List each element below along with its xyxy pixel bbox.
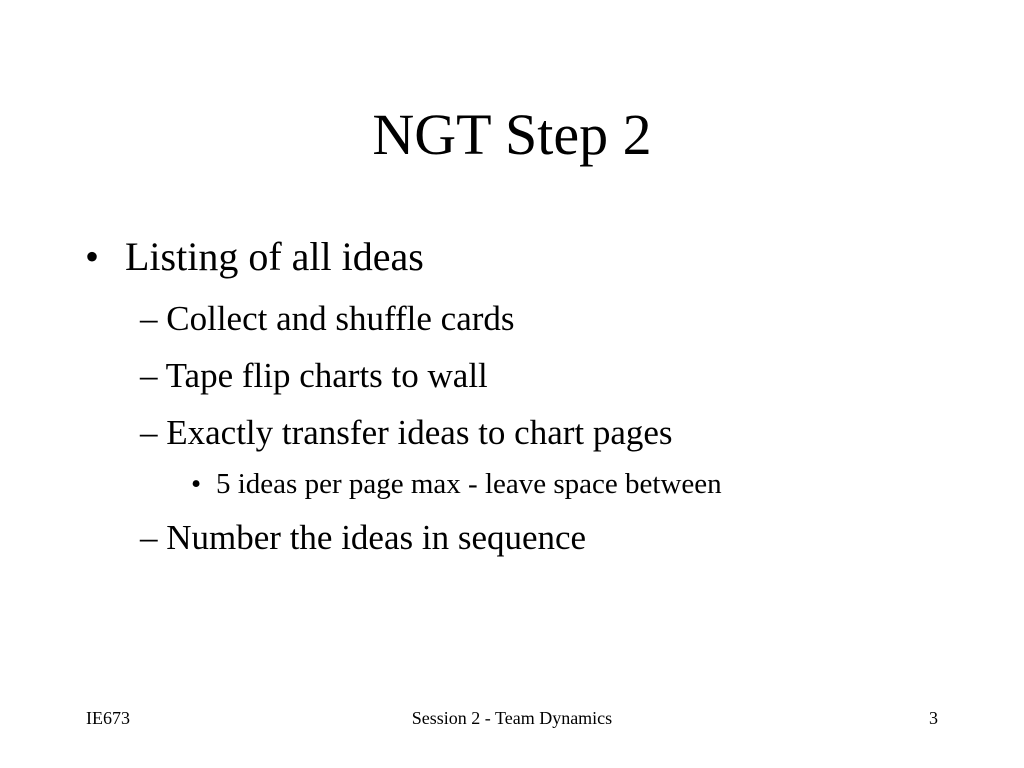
- bullet-text: Listing of all ideas: [125, 234, 424, 279]
- slide-title: NGT Step 2: [372, 102, 652, 167]
- sub-sub-bullet-text: 5 ideas per page max - leave space between: [216, 468, 722, 500]
- sub-bullet-4: – Number the ideas in sequence: [140, 518, 587, 557]
- bullet-level1: [85, 234, 424, 280]
- footer-course-code: IE673: [86, 708, 130, 728]
- bullet-marker: •: [191, 468, 202, 500]
- bullet-marker: •: [85, 234, 100, 279]
- sub-bullet-2: – Tape flip charts to wall: [140, 356, 488, 395]
- sub-bullet-3: – Exactly transfer ideas to chart pages: [140, 413, 673, 452]
- sub-sub-bullet: [191, 467, 722, 501]
- footer-page-number: 3: [929, 708, 938, 728]
- footer-session-title: Session 2 - Team Dynamics: [411, 708, 613, 728]
- sub-bullet-1: – Collect and shuffle cards: [140, 299, 515, 338]
